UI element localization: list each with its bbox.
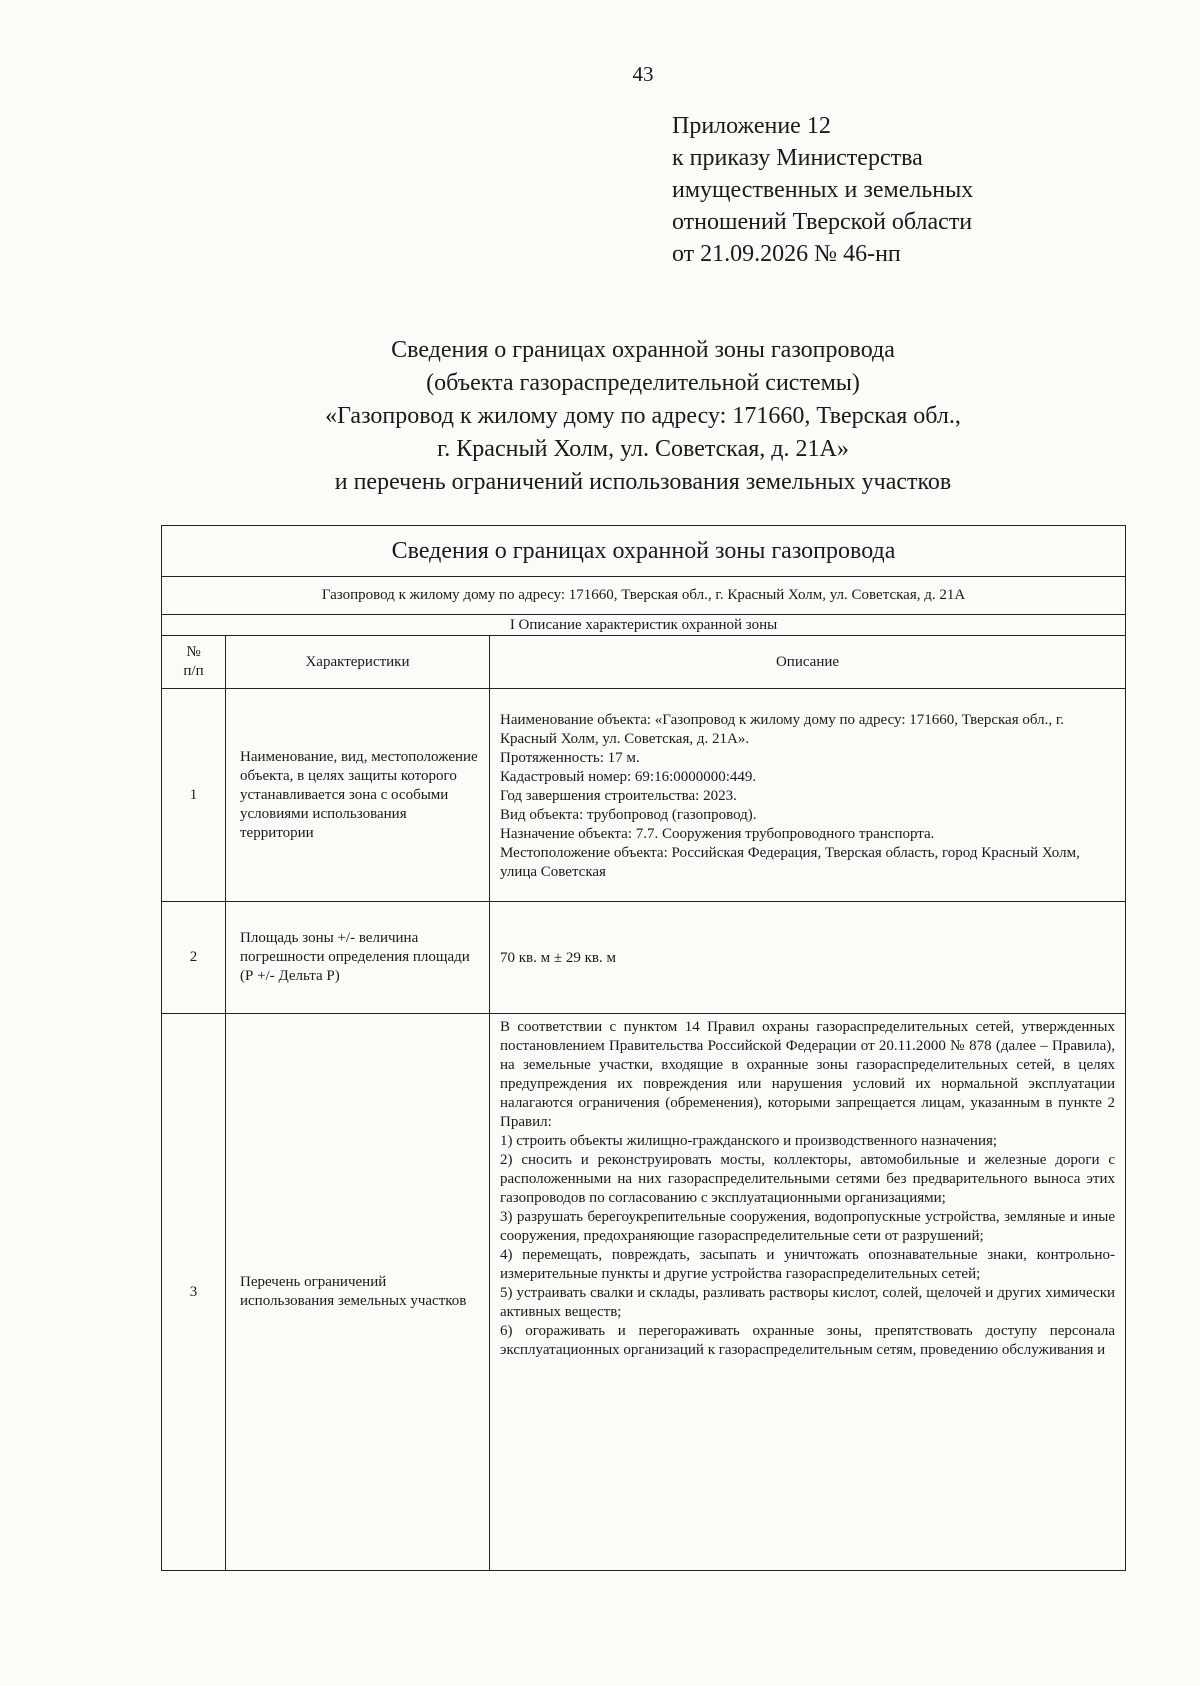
table-row — [162, 902, 1126, 1014]
description-paragraph: В соответствии с пунктом 14 Правил охраны газораспределительных сетей, утвержденных постановлением Правительства Российской Федерации от 20.11.2000 № 878 (далее – Правила), на земельные участки, входящие в охранные зоны газораспределительных сетей, в целях предупреждения их повреждения или нарушения условий их нормальной эксплуатации налагаются ограничения (обременения), которыми запрещается лицам, указанным в пункте 2 Правил: — [500, 1019, 1116, 1130]
description-paragraph: 5) устраивать свалки и склады, разливать растворы кислот, солей, щелочей и других химически активных веществ; — [500, 1285, 1116, 1320]
appendix-line: к приказу Министерства — [672, 145, 923, 171]
description-line: Год завершения строительства: 2023. — [500, 787, 737, 804]
description-paragraph: 4) перемещать, повреждать, засыпать и уничтожать опознавательные знаки, контрольно-измерительные пункты и другие устройства газораспределительных сетей; — [500, 1247, 1116, 1282]
description-line: Протяженность: 17 м. — [500, 749, 640, 766]
description-line: Наименование объекта: «Газопровод к жилому дому по адресу: 171660, Тверская обл., г. Красный Холм, ул. Советская, д. 21А». — [500, 711, 1065, 747]
column-header-row — [162, 636, 1126, 689]
row-description — [490, 902, 1126, 1014]
row-characteristic: Перечень ограничений использования земельных участков — [226, 1014, 490, 1571]
appendix-block — [672, 110, 973, 270]
appendix-line: Приложение 12 — [672, 113, 831, 139]
title-line: Сведения о границах охранной зоны газопровода — [391, 337, 895, 363]
document-title — [160, 334, 1126, 499]
description-line: Кадастровый номер: 69:16:0000000:449. — [500, 768, 757, 785]
row-characteristic: Наименование, вид, местоположение объекта, в целях защиты которого устанавливается зона с особыми условиями использования территории — [226, 689, 490, 902]
description-line: Вид объекта: трубопровод (газопровод). — [500, 806, 757, 823]
row-description — [490, 689, 1126, 902]
description-paragraph: 6) огораживать и перегораживать охранные зоны, препятствовать доступу персонала эксплуатационных организаций к газораспределительным сетям, проведению обслуживания и — [500, 1323, 1116, 1358]
title-line: г. Красный Холм, ул. Советская, д. 21А» — [437, 436, 849, 462]
column-header-num-line: № — [186, 644, 201, 660]
table-row — [162, 1014, 1126, 1571]
column-header-num — [162, 636, 226, 689]
column-header-description: Описание — [490, 636, 1126, 689]
row-characteristic: Площадь зоны +/- величина погрешности определения площади (Р +/- Дельта Р) — [226, 902, 490, 1014]
appendix-line: отношений Тверской области — [672, 209, 973, 235]
row-number: 3 — [162, 1014, 226, 1571]
row-number: 1 — [162, 689, 226, 902]
title-line: и перечень ограничений использования земельных участков — [334, 469, 952, 495]
title-line: «Газопровод к жилому дому по адресу: 171660, Тверская обл., — [325, 403, 961, 429]
appendix-line: от 21.09.2026 № 46-нп — [672, 241, 901, 267]
description-line: 70 кв. м ± 29 кв. м — [500, 950, 616, 966]
table-section-title: I Описание характеристик охранной зоны — [162, 615, 1126, 636]
description-line: Местоположение объекта: Российская Федерация, Тверская область, город Красный Холм, улица Советская — [500, 844, 1080, 880]
row-description — [490, 1014, 1126, 1571]
table-row — [162, 689, 1126, 902]
column-header-num-line: п/п — [183, 663, 204, 679]
protection-zone-table — [161, 525, 1126, 1571]
title-line: (объекта газораспределительной системы) — [426, 370, 860, 396]
page-number: 43 — [632, 62, 654, 86]
description-paragraph: 1) строить объекты жилищно-гражданского и производственного назначения; — [500, 1133, 998, 1149]
row-number: 2 — [162, 902, 226, 1014]
description-paragraph: 2) сносить и реконструировать мосты, коллекторы, автомобильные и железные дороги с расположенными на них газораспределительными сетями без предварительного выноса этих газопроводов по согласованию с эксплуатационными организациями; — [500, 1152, 1116, 1206]
table-header: Сведения о границах охранной зоны газопровода — [162, 526, 1126, 577]
description-line: Назначение объекта: 7.7. Сооружения трубопроводного транспорта. — [500, 825, 935, 842]
description-paragraph: 3) разрушать берегоукрепительные сооружения, водопропускные устройства, земляные и иные сооружения, предохраняющие газораспределительные сети от разрушений; — [500, 1209, 1116, 1244]
column-header-characteristics: Характеристики — [226, 636, 490, 689]
table-subheader: Газопровод к жилому дому по адресу: 171660, Тверская обл., г. Красный Холм, ул. Советская, д. 21А — [162, 577, 1126, 615]
appendix-line: имущественных и земельных — [672, 177, 974, 203]
